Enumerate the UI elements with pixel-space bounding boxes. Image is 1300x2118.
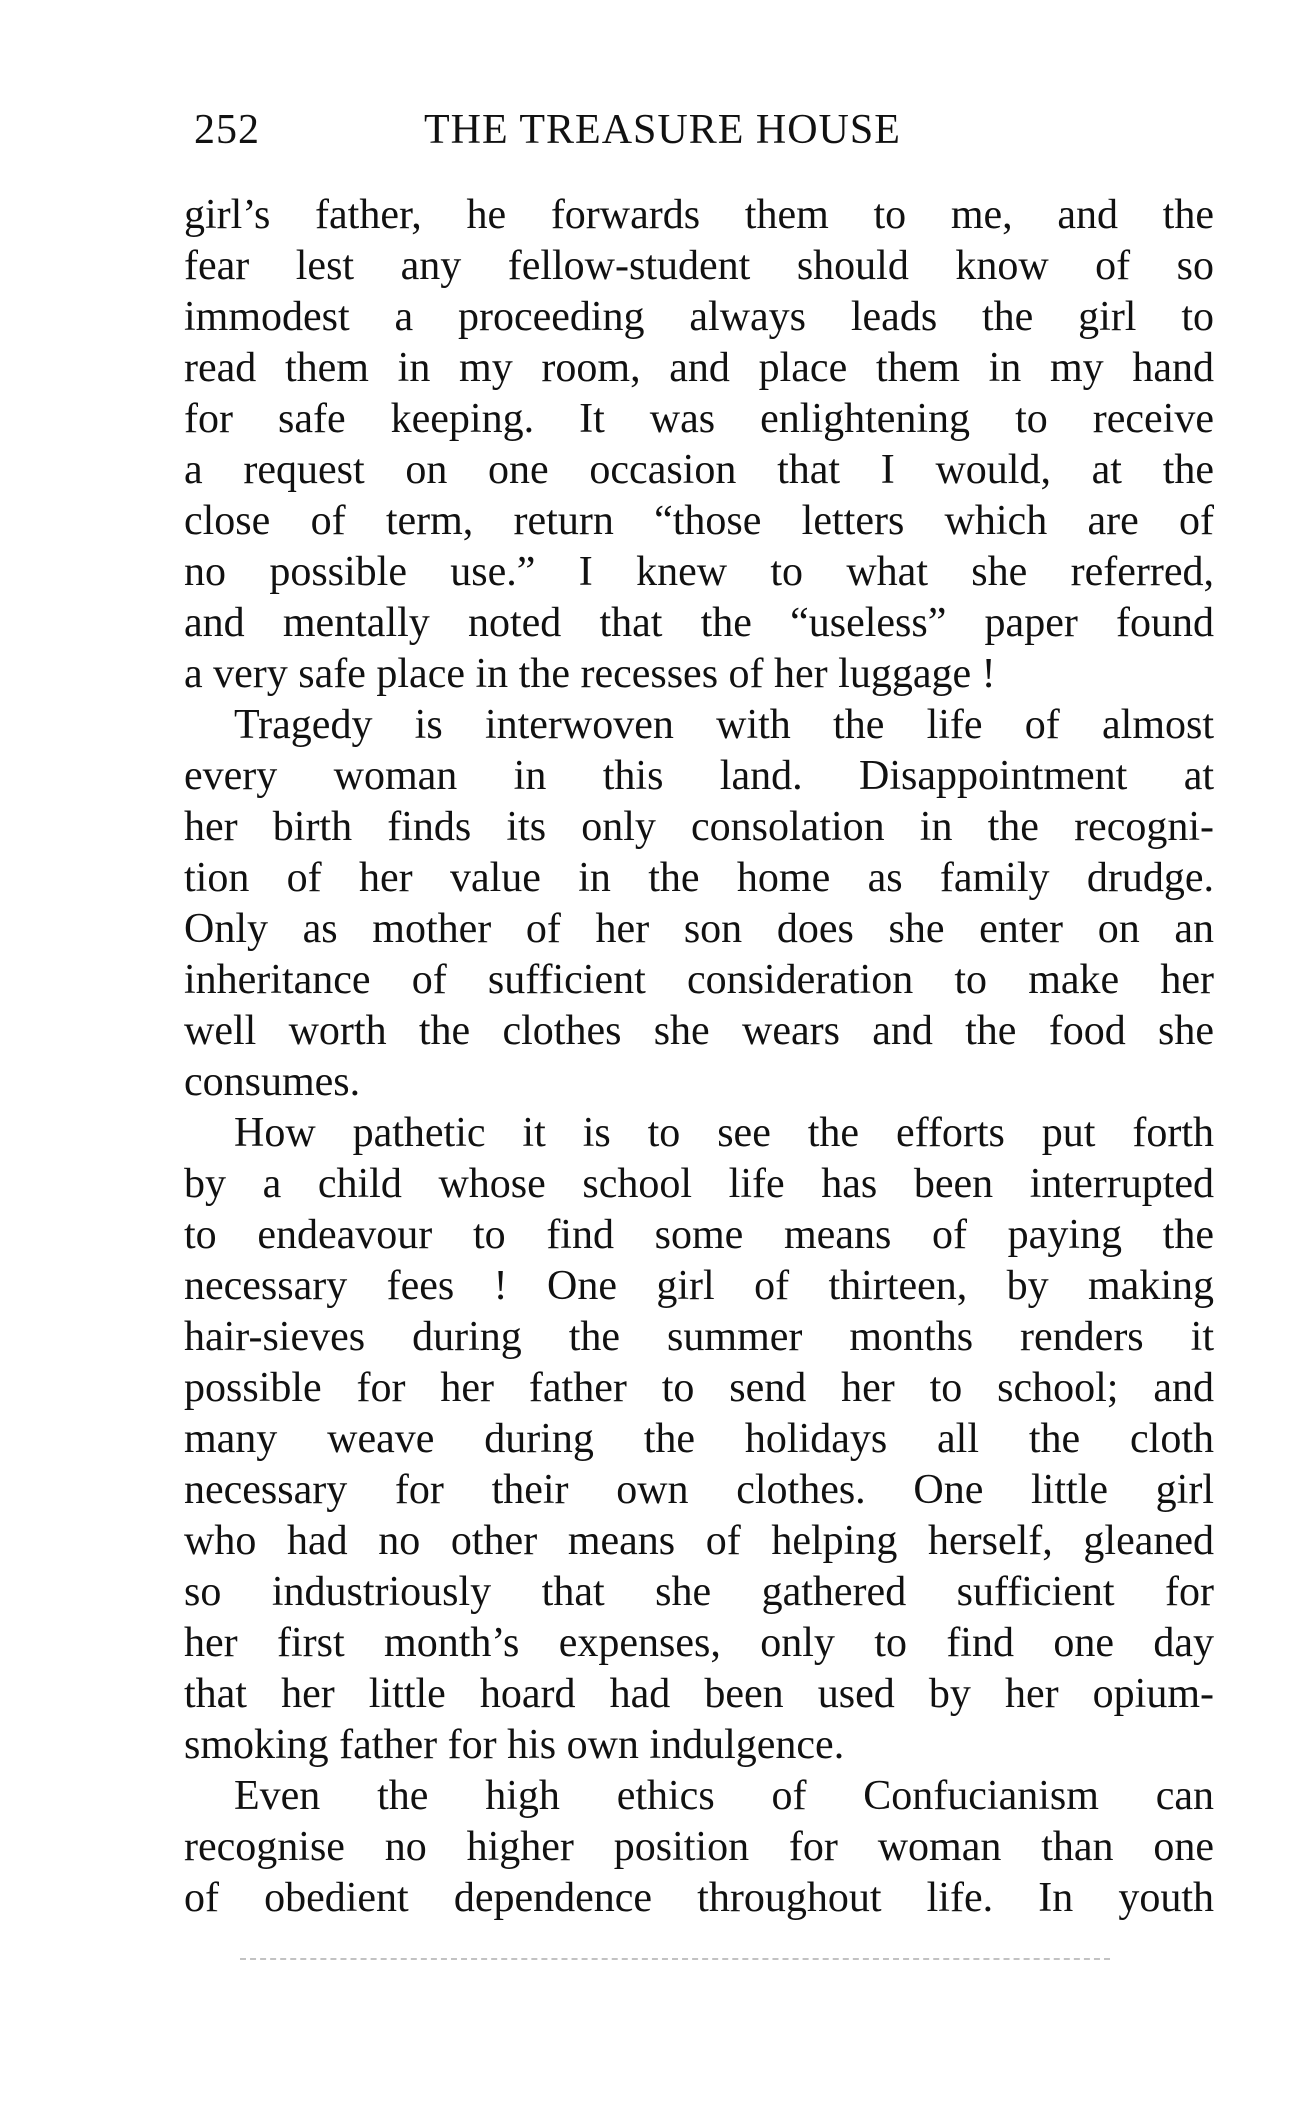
text-line: necessary for their own clothes. One little girl — [184, 1467, 1214, 1513]
text-line: fear lest any fellow-student should know of so — [184, 243, 1214, 289]
text-line: her birth finds its only consolation in the recogni- — [184, 804, 1214, 850]
text-line: who had no other means of helping herself, gleaned — [184, 1518, 1214, 1564]
text-line: girl’s father, he forwards them to me, and the — [184, 192, 1214, 238]
paragraph-start-line: Even the high ethics of Confucianism can — [234, 1773, 1214, 1819]
page-number: 252 — [194, 107, 260, 153]
text-line: close of term, return “those letters which are of — [184, 498, 1214, 544]
text-line: so industriously that she gathered sufficient for — [184, 1569, 1214, 1615]
text-line: to endeavour to find some means of paying the — [184, 1212, 1214, 1258]
text-line: every woman in this land. Disappointment at — [184, 753, 1214, 799]
page-header — [184, 100, 1214, 160]
text-line: necessary fees ! One girl of thirteen, by making — [184, 1263, 1214, 1309]
text-line: a very safe place in the recesses of her luggage ! — [184, 651, 996, 697]
text-line: that her little hoard had been used by her opium- — [184, 1671, 1214, 1717]
text-line: possible for her father to send her to school; and — [184, 1365, 1214, 1411]
text-line: no possible use.” I knew to what she referred, — [184, 549, 1214, 595]
text-line: for safe keeping. It was enlightening to receive — [184, 396, 1214, 442]
text-line: by a child whose school life has been interrupted — [184, 1161, 1214, 1207]
paragraph-start-line: Tragedy is interwoven with the life of almost — [234, 702, 1214, 748]
text-line: Only as mother of her son does she enter on an — [184, 906, 1214, 952]
text-line: read them in my room, and place them in my hand — [184, 345, 1214, 391]
text-line: well worth the clothes she wears and the food she — [184, 1008, 1214, 1054]
running-title: THE TREASURE HOUSE — [424, 107, 901, 153]
text-line: tion of her value in the home as family drudge. — [184, 855, 1214, 901]
text-line: a request on one occasion that I would, at the — [184, 447, 1214, 493]
text-line: of obedient dependence throughout life. In youth — [184, 1875, 1214, 1921]
text-line: immodest a proceeding always leads the girl to — [184, 294, 1214, 340]
text-line: inheritance of sufficient consideration to make her — [184, 957, 1214, 1003]
text-line: recognise no higher position for woman than one — [184, 1824, 1214, 1870]
text-line: her first month’s expenses, only to find one day — [184, 1620, 1214, 1666]
text-line: and mentally noted that the “useless” paper found — [184, 600, 1214, 646]
text-line: smoking father for his own indulgence. — [184, 1722, 845, 1768]
body-text — [184, 190, 1214, 1924]
paragraph-start-line: How pathetic it is to see the efforts put forth — [234, 1110, 1214, 1156]
text-line: many weave during the holidays all the cloth — [184, 1416, 1214, 1462]
text-line: hair-sieves during the summer months renders it — [184, 1314, 1214, 1360]
footer-rule — [240, 1958, 1110, 1960]
text-line: consumes. — [184, 1059, 361, 1105]
